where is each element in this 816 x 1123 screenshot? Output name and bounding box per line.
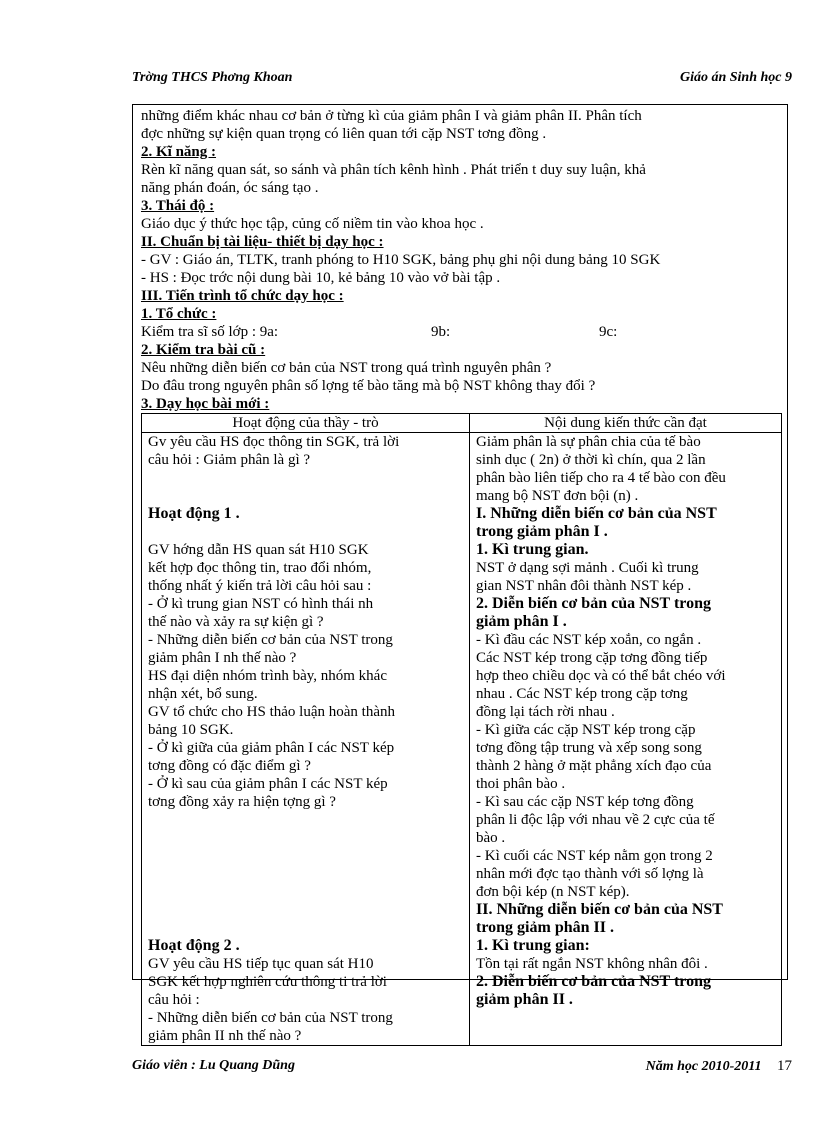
activity-line: giảm phân II nh thế nào ? <box>148 1028 302 1044</box>
school-year-label: Năm học 2010-2011 <box>645 1059 762 1074</box>
activity-line: SGK kết hợp nghiên cứu thông ti trả lời <box>148 974 387 990</box>
content-line: I. Những diễn biến cơ bản của NST <box>476 505 717 522</box>
activity-line: HS đại diện nhóm trình bày, nhóm khác <box>148 668 387 684</box>
attendance-label: Kiểm tra sĩ số lớp : 9a: <box>141 324 279 340</box>
activity-line: - Ở kì sau của giảm phân I các NST kép <box>148 776 388 792</box>
heading-to-chuc: 1. Tổ chức : <box>141 306 217 322</box>
content-line: giảm phân II . <box>476 991 573 1008</box>
activity-line <box>148 865 463 883</box>
content-line: hợp theo chiều dọc và có thể bắt chéo với <box>476 668 726 684</box>
content-line: sinh dục ( 2n) ở thời kì chín, qua 2 lần <box>476 452 706 468</box>
ki-nang-line: Rèn kĩ năng quan sát, so sánh và phân tích kênh hình . Phát triển t duy suy luận, khả <box>141 162 646 178</box>
kiem-tra-line: Do đâu trong nguyên phân số lợng tế bào tăng mà bộ NST không thay đổi ? <box>141 378 596 394</box>
content-line: phân bào liên tiếp cho ra 4 tế bào con đều <box>476 470 726 486</box>
activity-line: - Ở kì giữa của giảm phân I các NST kép <box>148 740 395 756</box>
heading-tien-trinh: III. Tiến trình tổ chức dạy học : <box>141 288 344 304</box>
heading-thai-do: 3. Thái độ : <box>141 198 215 214</box>
activity-line: - Những diễn biến cơ bản của NST trong <box>148 1010 393 1026</box>
teacher-name: Giáo viên : Lu Quang Dũng <box>132 1058 295 1073</box>
table-row <box>142 433 782 1046</box>
content-line: - Kì đầu các NST kép xoắn, co ngắn . <box>476 632 702 648</box>
class-9b: 9b: <box>431 324 451 340</box>
content-line: trong giảm phân II . <box>476 919 614 936</box>
content-line: - Kì cuối các NST kép nằm gọn trong 2 <box>476 848 713 864</box>
content-line: gian NST nhân đôi thành NST kép . <box>476 578 692 594</box>
activity-line <box>148 523 463 541</box>
content-line: Giảm phân là sự phân chia của tế bào <box>476 434 701 450</box>
content-line: tơng đồng tập trung và xếp song song <box>476 740 702 756</box>
activity-line: Hoạt động 1 . <box>148 505 240 522</box>
content-line: 2. Diễn biến cơ bản của NST trong <box>476 973 711 990</box>
activity-line: Hoạt động 2 . <box>148 937 240 954</box>
content-line: II. Những diễn biến cơ bản của NST <box>476 901 723 918</box>
activity-line: câu hỏi : <box>148 992 200 1008</box>
activity-line <box>148 901 463 919</box>
content-line: 1. Kì trung gian: <box>476 937 590 954</box>
content-line: nhân mới đợc tạo thành với số lợng là <box>476 866 704 882</box>
content-line: giảm phân I . <box>476 613 567 630</box>
class-9c: 9c: <box>599 324 618 340</box>
activity-line: câu hỏi : Giảm phân là gì ? <box>148 452 311 468</box>
activity-line: GV tổ chức cho HS thảo luận hoàn thành <box>148 704 395 720</box>
content-line: nhau . Các NST kép trong cặp tơng <box>476 686 688 702</box>
heading-ki-nang: 2. Kĩ năng : <box>141 144 217 160</box>
content-line: bào . <box>476 830 506 846</box>
col-header-content: Nội dung kiến thức cần đạt <box>470 414 782 433</box>
activity-line: kết hợp đọc thông tin, trao đổi nhóm, <box>148 560 372 576</box>
kiem-tra-line: Nêu những diễn biến cơ bản của NST trong quá trình nguyên phân ? <box>141 360 552 376</box>
content-line: 1. Kì trung gian. <box>476 541 589 558</box>
content-line: Tồn tại rất ngắn NST không nhân đôi . <box>476 956 708 972</box>
activity-cell <box>142 433 470 1046</box>
content-frame <box>132 104 788 1044</box>
content-line: đồng lại tách rời nhau . <box>476 704 615 720</box>
content-line: thành 2 hàng ở mặt phẳng xích đạo của <box>476 758 712 774</box>
class-attendance <box>141 323 781 341</box>
activity-line: giảm phân I nh thế nào ? <box>148 650 297 666</box>
activity-line: thống nhất ý kiến trả lời câu hỏi sau : <box>148 578 372 594</box>
activity-line <box>148 919 463 937</box>
school-year <box>646 1058 792 1075</box>
school-name: Trờng THCS Phơng Khoan <box>132 70 293 85</box>
intro-line: những điểm khác nhau cơ bản ở từng kì của giảm phân I và giảm phân II. Phân tích <box>141 108 642 124</box>
activity-line: nhận xét, bổ sung. <box>148 686 258 702</box>
activity-line: - Những diễn biến cơ bản của NST trong <box>148 632 393 648</box>
heading-chuan-bi: II. Chuẩn bị tài liệu- thiết bị dạy học : <box>141 234 384 250</box>
content-line: đơn bội kép (n NST kép). <box>476 884 630 900</box>
content-line: - Kì giữa các cặp NST kép trong cặp <box>476 722 696 738</box>
activity-line: Gv yêu cầu HS đọc thông tin SGK, trả lời <box>148 434 400 450</box>
ki-nang-line: năng phán đoán, óc sáng tạo . <box>141 180 319 196</box>
content-line: 2. Diễn biến cơ bản của NST trong <box>476 595 711 612</box>
content-line: mang bộ NST đơn bội (n) . <box>476 488 639 504</box>
activity-line <box>148 883 463 901</box>
content-line: trong giảm phân I . <box>476 523 608 540</box>
heading-day-hoc: 3. Dạy học bài mới : <box>141 396 270 412</box>
activity-line: bảng 10 SGK. <box>148 722 234 738</box>
activity-line: tơng đồng có đặc điểm gì ? <box>148 758 311 774</box>
content-line: Các NST kép trong cặp tơng đồng tiếp <box>476 650 708 666</box>
chuan-bi-line: - GV : Giáo án, TLTK, tranh phóng to H10 SGK, bảng phụ ghi nội dung bảng 10 SGK <box>141 252 661 268</box>
content-line: NST ở dạng sợi mảnh . Cuối kì trung <box>476 560 699 576</box>
intro-line: đợc những sự kiện quan trọng có liên quan tới cặp NST tơng đồng . <box>141 126 547 142</box>
thai-do-line: Giáo dục ý thức học tập, củng cố niềm tin vào khoa học . <box>141 216 484 232</box>
intro-section <box>133 105 787 413</box>
activity-line <box>148 829 463 847</box>
document-title: Giáo án Sinh học 9 <box>679 70 792 85</box>
activity-line: - Ở kì trung gian NST có hình thái nh <box>148 596 374 612</box>
activity-line <box>148 487 463 505</box>
activity-line: GV hớng dẫn HS quan sát H10 SGK <box>148 542 369 558</box>
activity-line: GV yêu cầu HS tiếp tục quan sát H10 <box>148 956 374 972</box>
table-header-row <box>142 414 782 433</box>
page-number: 17 <box>777 1058 792 1074</box>
content-cell <box>470 433 782 1046</box>
activity-line: tơng đồng xảy ra hiện tợng gì ? <box>148 794 336 810</box>
lesson-table <box>141 413 782 1046</box>
content-line: - Kì sau các cặp NST kép tơng đồng <box>476 794 694 810</box>
col-header-activity: Hoạt động của thầy - trò <box>142 414 470 433</box>
content-line: phân li độc lập với nhau về 2 cực của tế <box>476 812 715 828</box>
content-line: thoi phân bào . <box>476 776 566 792</box>
chuan-bi-line: - HS : Đọc trớc nội dung bài 10, kẻ bảng 10 vào vở bài tập . <box>141 270 501 286</box>
activity-line <box>148 811 463 829</box>
heading-kiem-tra: 2. Kiểm tra bài cũ : <box>141 342 266 358</box>
activity-line <box>148 469 463 487</box>
activity-line: thế nào và xảy ra sự kiện gì ? <box>148 614 324 630</box>
activity-line <box>148 847 463 865</box>
